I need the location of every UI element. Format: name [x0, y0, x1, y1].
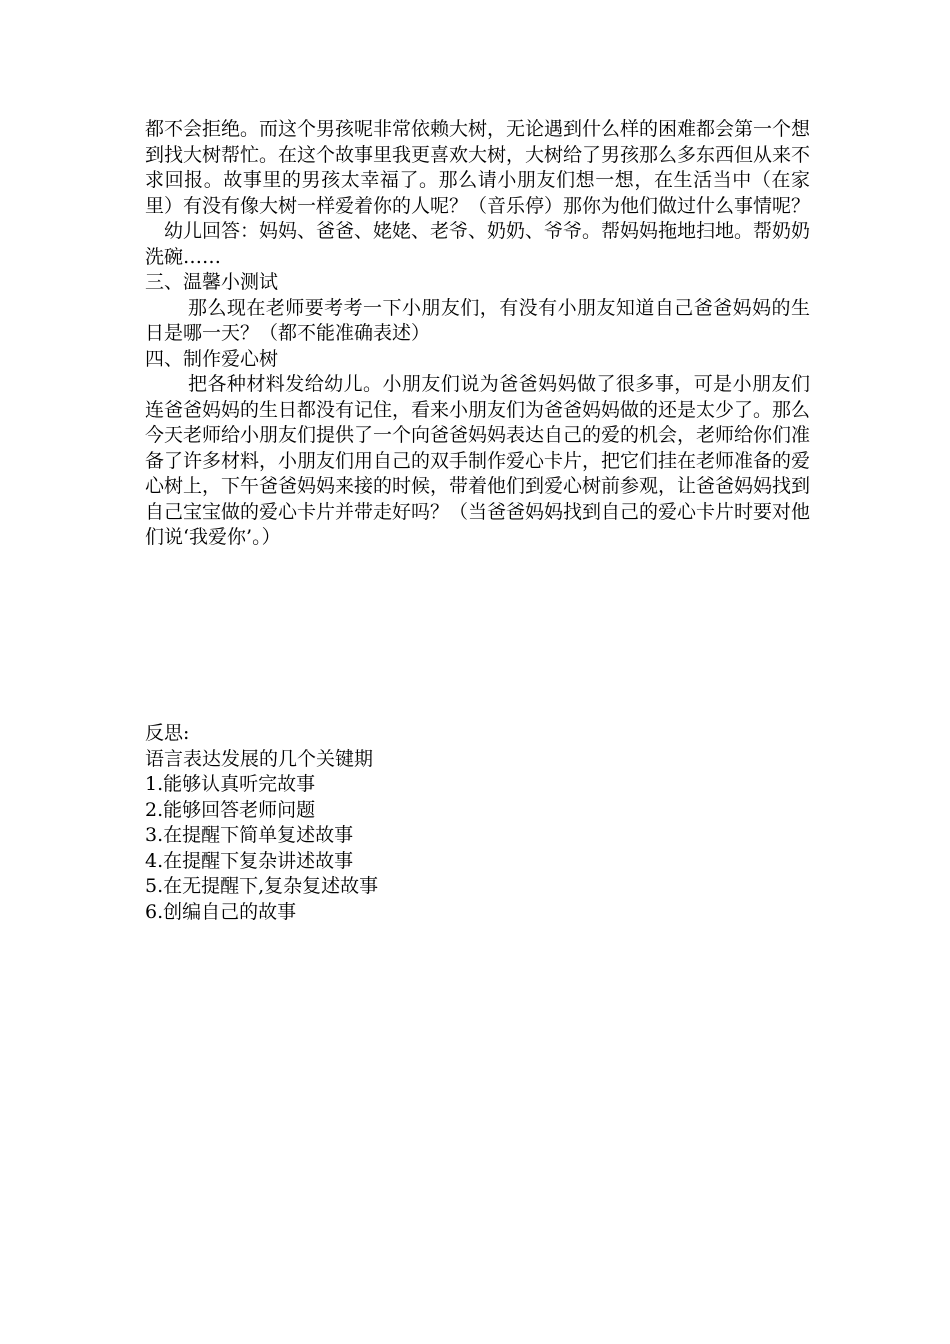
section-heading-quiz: 三、温馨小测试 [145, 271, 279, 293]
list-item: 5.在无提醒下,复杂复述故事 [145, 875, 379, 897]
document-body [145, 117, 810, 551]
list-item: 3.在提醒下简单复述故事 [145, 824, 354, 846]
love-tree-paragraph: 把各种材料发给幼儿。小朋友们说为爸爸妈妈做了很多事，可是小朋友们连爸爸妈妈的生日都没有记住，看来小朋友们为爸爸妈妈做的还是太少了。那么今天老师给小朋友们提供了一个向爸爸妈妈表达自己的爱的机会，老师给你们准备了许多材料，小朋友们用自己的双手制作爱心卡片，把它们挂在老师准备的爱心树上，下午爸爸妈妈来接的时候，带着他们到爱心树前参观，让爸爸妈妈找到自己宝宝做的爱心卡片并带走好吗？（当爸爸妈妈找到自己的爱心卡片时要对他们说‘我爱你’。） [145, 373, 811, 548]
section-heading-love-tree: 四、制作爱心树 [145, 347, 279, 370]
reflection-subheading: 语言表达发展的几个关键期 [145, 747, 374, 770]
list-item: 6.创编自己的故事 [145, 900, 297, 923]
list-item: 2.能够回答老师问题 [145, 798, 316, 821]
reflection-heading: 反思: [145, 722, 190, 744]
list-item: 1.能够认真听完故事 [145, 773, 316, 795]
list-item: 4.在提醒下复杂讲述故事 [145, 849, 354, 872]
reflection-section [145, 721, 810, 925]
quiz-paragraph: 那么现在老师要考考一下小朋友们，有没有小朋友知道自己爸爸妈妈的生日是哪一天？（都不能准确表述） [145, 296, 810, 344]
intro-paragraph: 都不会拒绝。而这个男孩呢非常依赖大树，无论遇到什么样的困难都会第一个想到找大树帮忙。在这个故事里我更喜欢大树，大树给了男孩那么多东西但从来不求回报。故事里的男孩太幸福了。那么请小朋友们想一想，在生活当中（在家里）有没有像大树一样爱着你的人呢？（音乐停）那你为他们做过什么事情呢？ [145, 118, 811, 217]
children-answer-paragraph: 幼儿回答：妈妈、爸爸、姥姥、老爷、奶奶、爷爷。帮妈妈拖地扫地。帮奶奶洗碗…… [145, 220, 811, 268]
